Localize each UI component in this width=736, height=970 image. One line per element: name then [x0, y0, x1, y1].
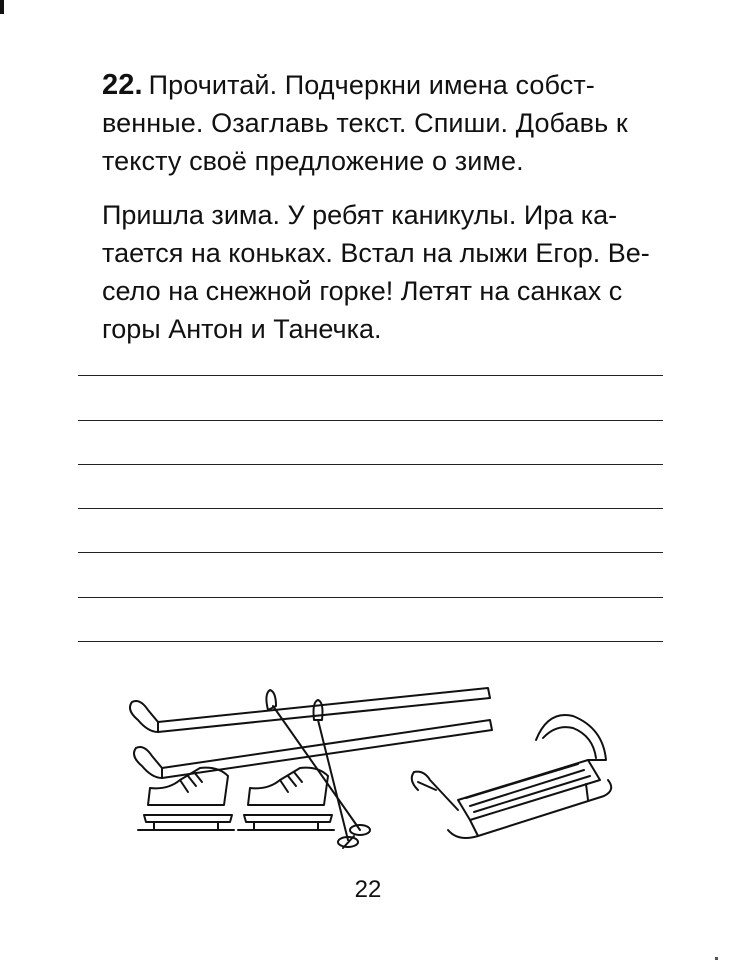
story-line: село на снежной горке! Летят на санках с — [102, 276, 623, 306]
writing-line[interactable] — [78, 508, 663, 509]
task-number: 22. — [102, 69, 143, 101]
winter-sports-illustration — [118, 680, 618, 860]
scan-edge-mark — [0, 0, 4, 14]
writing-line[interactable] — [78, 552, 663, 553]
instruction-line: 22. Прочитай. Подчеркни имена собст- — [102, 69, 595, 101]
instruction-line: тексту своё предложение о зиме. — [102, 146, 524, 176]
writing-line[interactable] — [78, 464, 663, 465]
scan-dot — [715, 957, 718, 960]
story-line: горы Антон и Танечка. — [102, 314, 382, 344]
task-instruction — [102, 66, 672, 180]
writing-line[interactable] — [78, 597, 663, 598]
sled-icon — [412, 715, 611, 838]
story-text — [102, 196, 672, 348]
page-number: 22 — [354, 876, 382, 903]
story-line: Пришла зима. У ребят каникулы. Ира ка- — [102, 200, 618, 230]
writing-line[interactable] — [78, 375, 663, 376]
instruction-line: венные. Озаглавь текст. Спиши. Добавь к — [102, 108, 628, 138]
writing-line[interactable] — [78, 641, 663, 642]
skis-icon — [130, 688, 492, 778]
writing-line[interactable] — [78, 420, 663, 421]
story-line: тается на коньках. Встал на лыжи Егор. Ве- — [102, 238, 650, 268]
